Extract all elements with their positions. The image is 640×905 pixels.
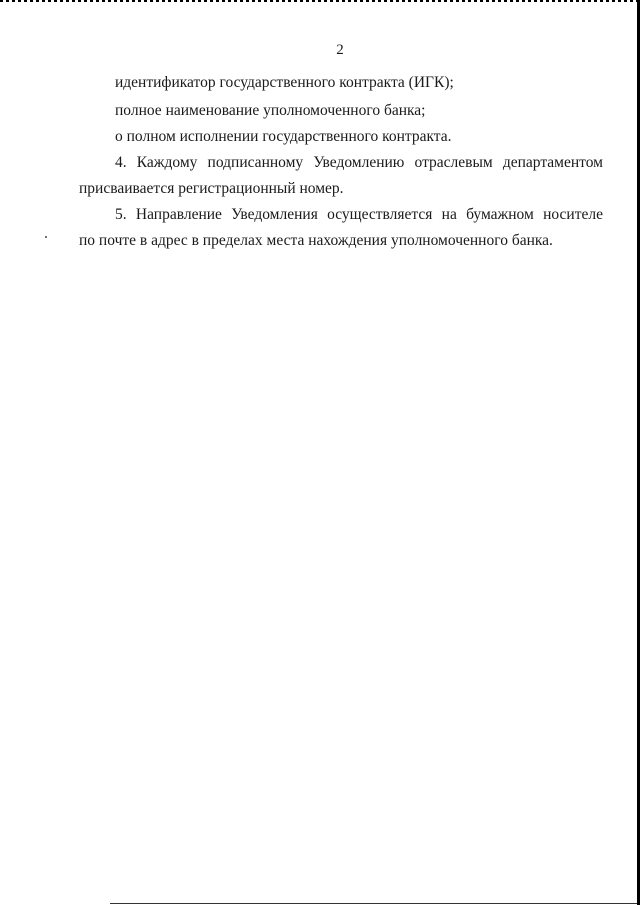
paragraph-4-line-2: присваивается регистрационный номер. (79, 180, 344, 197)
list-item-bank-name: полное наименование уполномоченного банка; (115, 102, 426, 119)
paragraph-4-line-1: 4. Каждому подписанному Уведомлению отраслевым департаментом (115, 154, 603, 171)
scan-top-edge (0, 0, 640, 2)
scan-bottom-edge (110, 903, 637, 904)
paragraph-5-line-1: 5. Направление Уведомления осуществляется на бумажном носителе (115, 206, 603, 223)
paragraph-5-line-2: по почте в адрес в пределах места нахождения уполномоченного банка. (79, 232, 553, 249)
scan-speck (45, 236, 47, 238)
page-number: 2 (336, 42, 344, 58)
list-item-contract-fulfillment: о полном исполнении государственного контракта. (115, 128, 452, 145)
list-item-contract-id: идентификатор государственного контракта (ИГК); (115, 74, 454, 91)
